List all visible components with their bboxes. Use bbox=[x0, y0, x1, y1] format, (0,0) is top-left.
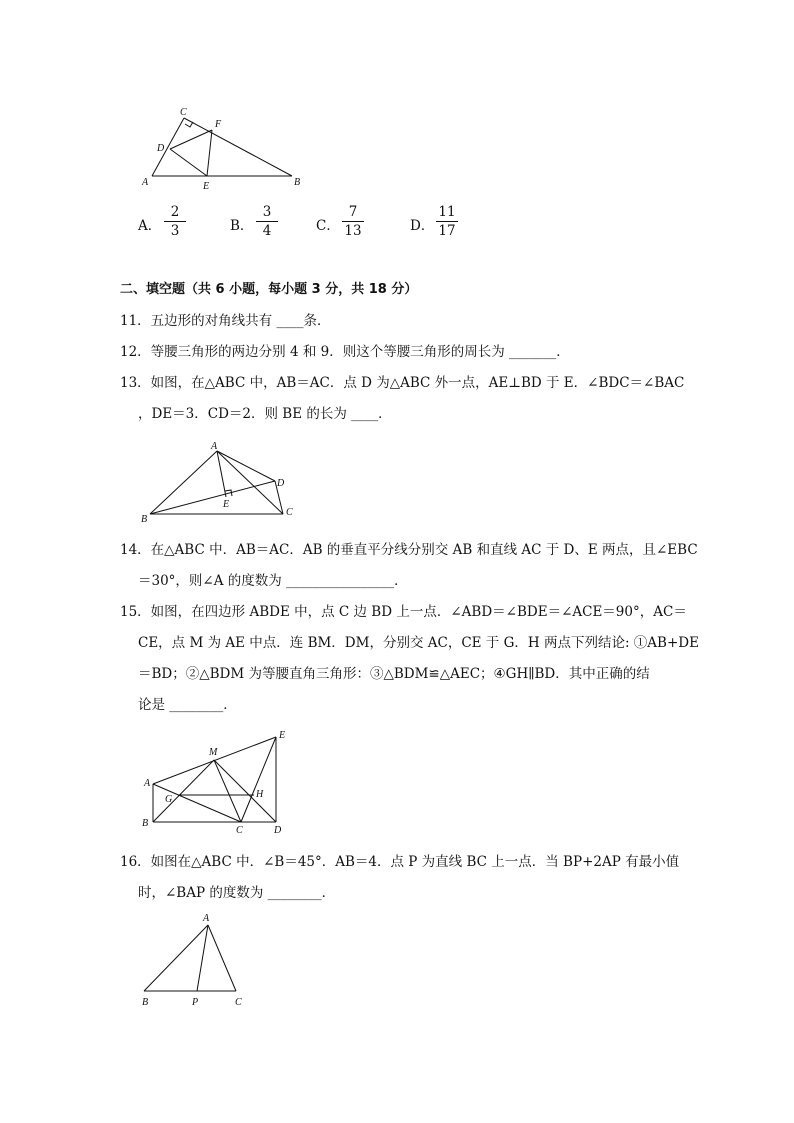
segment-AC bbox=[208, 925, 236, 991]
label-P: P bbox=[192, 997, 199, 1008]
label-D: D bbox=[277, 478, 285, 489]
label-B: B bbox=[142, 997, 149, 1008]
choice-d-denominator: 17 bbox=[438, 223, 456, 239]
choice-c-denominator: 13 bbox=[344, 223, 362, 239]
question-15-line-3: ＝BD；②△BDM 为等腰直角三角形：③△BDM≌△AEC；④GH∥BD．其中正确的结 bbox=[138, 666, 650, 682]
label-D: D bbox=[157, 143, 165, 154]
label-E: E bbox=[223, 499, 230, 510]
choice-b-numerator: 3 bbox=[262, 204, 272, 220]
label-E: E bbox=[279, 730, 286, 741]
label-F: F bbox=[215, 119, 222, 130]
label-A: A bbox=[211, 441, 218, 452]
question-16-line-1: 16．如图在△ABC 中．∠B＝45°．AB＝4．点 P 为直线 BC 上一点．当 BP+2AP 有最小值 bbox=[120, 854, 680, 870]
label-G: G bbox=[165, 794, 173, 805]
choice-c-letter: C． bbox=[316, 218, 340, 234]
choice-c-numerator: 7 bbox=[348, 204, 358, 220]
label-C: C bbox=[286, 507, 293, 518]
section-heading: 二、填空题（共 6 小题，每小题 3 分，共 18 分） bbox=[120, 282, 418, 297]
label-C: C bbox=[180, 107, 187, 118]
label-M: M bbox=[209, 747, 218, 758]
question-14-line-1: 14．在△ABC 中．AB＝AC．AB 的垂直平分线分别交 AB 和直线 AC 于 D、E 两点，且∠EBC bbox=[120, 542, 698, 558]
choice-a-letter: A． bbox=[138, 218, 162, 234]
choice-d-letter: D． bbox=[410, 218, 435, 234]
choice-d-numerator: 11 bbox=[438, 204, 456, 220]
label-A: A bbox=[144, 778, 151, 789]
question-13-line-1: 13．如图，在△ABC 中，AB＝AC．点 D 为△ABC 外一点，AE⊥BD 于 E．∠BDC＝∠BAC bbox=[120, 375, 685, 391]
label-A: A bbox=[203, 913, 210, 924]
label-B: B bbox=[142, 818, 149, 829]
label-A: A bbox=[142, 177, 149, 188]
label-B: B bbox=[294, 177, 301, 188]
label-D: D bbox=[274, 825, 282, 836]
choice-b-letter: B． bbox=[230, 218, 254, 234]
question-13-line-2: ，DE＝3．CD＝2．则 BE 的长为 ____． bbox=[138, 406, 392, 422]
label-B: B bbox=[141, 514, 148, 525]
choice-a-numerator: 2 bbox=[170, 204, 180, 220]
choice-a-denominator: 3 bbox=[170, 223, 180, 239]
question-15-line-1: 15．如图，在四边形 ABDE 中，点 C 边 BD 上一点．∠ABD＝∠BDE＝∠ACE＝90°，AC＝ bbox=[120, 604, 687, 620]
label-E: E bbox=[203, 181, 210, 192]
question-11: 11．五边形的对角线共有 ____条． bbox=[120, 313, 331, 329]
label-H: H bbox=[256, 789, 264, 800]
question-16-line-2: 时，∠BAP 的度数为 ________． bbox=[138, 885, 336, 901]
choice-b-denominator: 4 bbox=[262, 223, 272, 239]
label-C: C bbox=[236, 825, 243, 836]
question-12: 12．等腰三角形的两边分别 4 和 9．则这个等腰三角形的周长为 _______． bbox=[120, 344, 570, 360]
label-C: C bbox=[235, 997, 242, 1008]
question-15-line-4: 论是 ________． bbox=[138, 697, 237, 713]
question-15-line-2: CE，点 M 为 AE 中点．连 BM．DM，分别交 AC，CE 于 G．H 两点下列结论: ①AB+DE bbox=[138, 635, 699, 651]
question-14-line-2: ＝30°，则∠A 的度数为 ________________． bbox=[138, 573, 408, 589]
